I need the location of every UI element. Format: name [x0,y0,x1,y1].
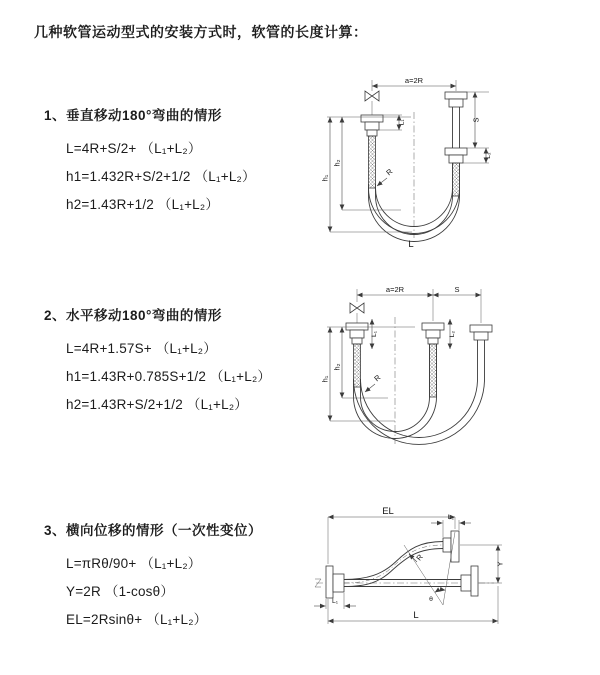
section-3-heading: 3、横向位移的情形（一次性变位） [44,523,263,538]
dim-label-h2: h₂ [332,159,342,167]
hose-u-bend-two-positions [354,340,485,444]
dim-label-y: Y [495,561,505,567]
dim-label-s: S [454,285,460,294]
dim-label-a2r: a=2R [385,285,405,294]
right-fitting [445,92,467,196]
formula-h2: h2=1.43R+S/2+1/2 （L₁+L₂） [66,397,248,412]
dim-label-l2: L₂ [485,152,492,159]
radius-callout [409,552,425,562]
dim-label-l1: L₁ [398,119,406,126]
section-2-heading: 2、水平移动180°弯曲的情形 [44,308,222,323]
dim-label-a2r: a=2R [404,76,424,85]
right-fitting [470,325,492,340]
formula-length: L=πRθ/90+ （L₁+L₂） [66,556,202,571]
formula-y: Y=2R （1-cosθ） [66,584,175,599]
right-flange [461,566,478,596]
dimension-a2r [372,76,456,91]
diagram-vertical-180-bend [313,70,493,254]
formula-h1: h1=1.432R+S/2+1/2 （L₁+L₂） [66,169,256,184]
middle-fitting [422,323,444,397]
section-1-heading: 1、垂直移动180°弯曲的情形 [44,108,222,123]
dim-label-r: R [372,372,383,384]
dim-label-el: EL [382,506,394,517]
dim-label-l2: L₂ [449,330,456,338]
left-flange [326,566,344,598]
dim-label-r: R [384,166,395,178]
formula-el: EL=2Rsinθ+ （L₁+L₂） [66,612,208,627]
dimension-h1-h2 [321,117,413,232]
formula-h1: h1=1.43R+0.785S+1/2 （L₁+L₂） [66,369,272,384]
dim-label-h1: h₁ [320,375,330,383]
dim-label-h2: h₂ [332,363,342,371]
section-horizontal-movement [44,304,319,419]
dim-label-s: S [471,117,481,123]
valve-icon [365,91,379,115]
left-fitting [361,115,383,188]
dim-label-l1: L₁ [331,598,339,605]
section-lateral-displacement [44,519,319,634]
dimension-a2r-s [357,285,481,323]
formula-h2: h2=1.43R+1/2 （L₁+L₂） [66,197,220,212]
dim-label-h1: h₁ [320,174,330,182]
dimension-l2 [449,319,456,349]
radius-callout [377,167,395,186]
section-vertical-movement [44,104,319,219]
dim-label-l2: L₂ [447,514,455,521]
radius-callout [365,373,383,392]
page-title: 几种软管运动型式的安装方式时，软管的长度计算： [34,24,368,40]
dimension-el [328,506,455,564]
diagram-lateral-displacement [308,503,508,640]
dimension-l1 [371,319,378,349]
dim-label-l1: L₁ [371,330,378,338]
left-fitting [346,323,368,387]
dim-label-l: L [413,610,419,621]
dim-label-l: L [408,239,414,250]
dimension-l1 [314,593,356,609]
diagram-horizontal-180-bend [320,283,500,449]
valve-icon [350,303,364,323]
dim-label-theta: θ [429,596,433,603]
dim-label-r: R [414,552,425,563]
formula-length: L=4R+1.57S+ （L₁+L₂） [66,341,217,356]
formula-length: L=4R+S/2+ （L₁+L₂） [66,141,202,156]
